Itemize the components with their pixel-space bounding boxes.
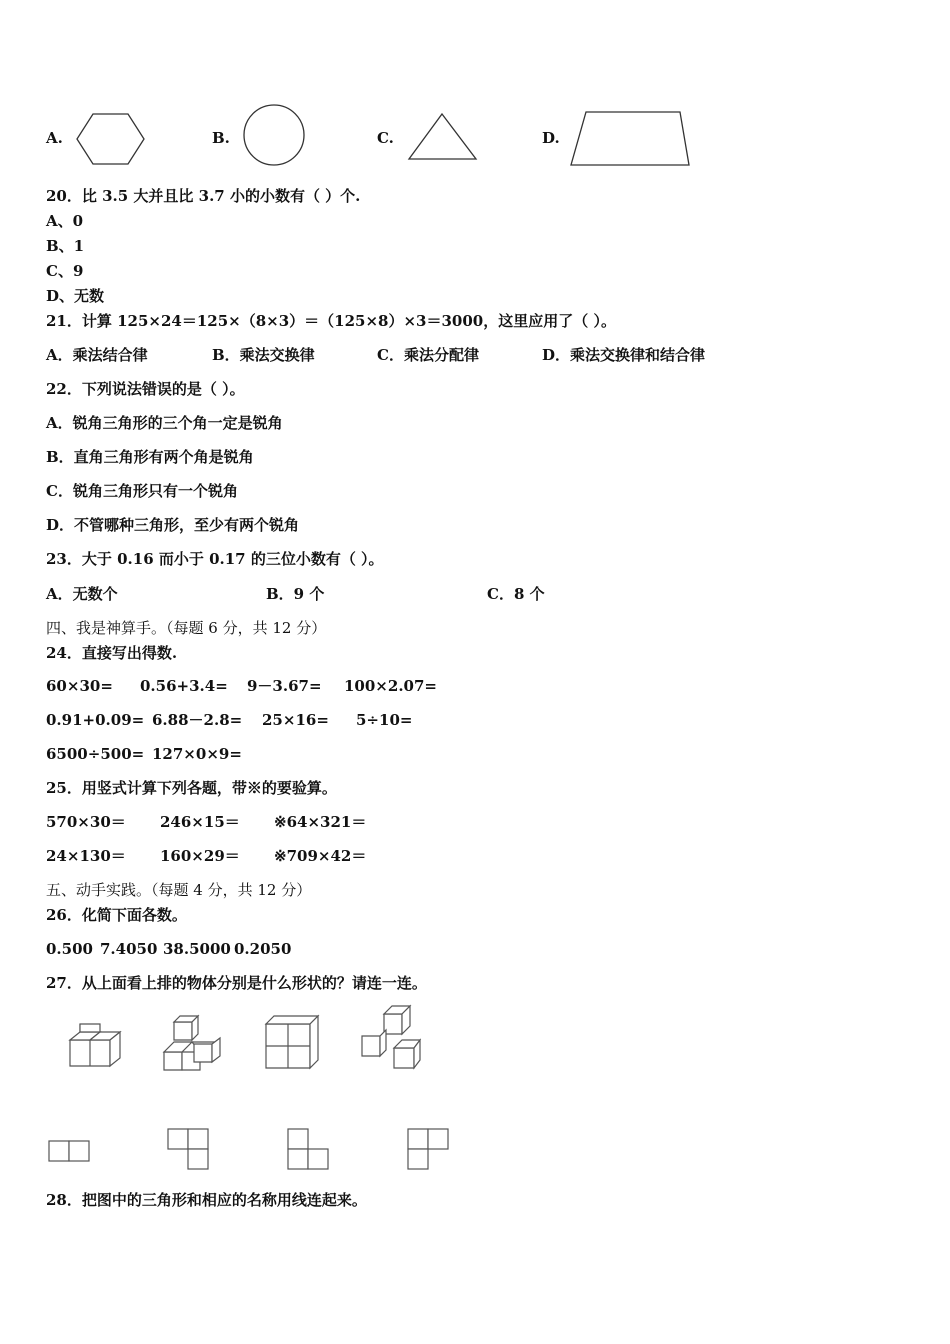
trapezoid-icon — [568, 110, 692, 168]
q21-option-d: D．乘法交换律和结合律 — [542, 346, 706, 364]
q26-number: 38.5000 — [163, 940, 231, 958]
q24-item: 127×0×9= — [152, 745, 242, 763]
q25-item: 24×130＝ — [46, 847, 126, 865]
q23-option-a: A．无数个 — [46, 585, 118, 603]
triangle-icon — [407, 112, 479, 162]
q20-option-a: A、0 — [46, 212, 84, 230]
q21-option-c: C．乘法分配律 — [377, 346, 479, 364]
q24-stem: 24．直接写出得数. — [46, 644, 178, 662]
q23-option-c: C．8 个 — [487, 585, 545, 603]
q25-item: ※709×42＝ — [274, 847, 367, 865]
q26-stem: 26．化简下面各数。 — [46, 906, 187, 924]
q24-item: 100×2.07= — [344, 677, 437, 695]
q24-item: 25×16= — [262, 711, 329, 729]
q22-option-d: D．不管哪种三角形，至少有两个锐角 — [46, 516, 300, 534]
q24-item: 60×30= — [46, 677, 113, 695]
top-view-1-icon — [48, 1140, 92, 1164]
q25-stem: 25．用竖式计算下列各题，带※的要验算。 — [46, 779, 337, 797]
q21-stem: 21．计算 125×24＝125×（8×3）＝（125×8）×3＝3000，这里应用了（ ）。 — [46, 312, 616, 330]
hexagon-icon — [76, 112, 146, 166]
q24-item: 6.88－2.8= — [152, 711, 243, 729]
q21-option-b: B．乘法交换律 — [212, 346, 315, 364]
q20-stem: 20．比 3.5 大并且比 3.7 小的小数有（ ）个. — [46, 187, 361, 205]
q25-item: 246×15＝ — [160, 813, 240, 831]
section-5-heading: 五、动手实践。（每题 4 分，共 12 分） — [46, 881, 312, 899]
q24-item: 0.56+3.4= — [140, 677, 228, 695]
q24-item: 6500÷500= — [46, 745, 145, 763]
q28-stem: 28．把图中的三角形和相应的名称用线连起来。 — [46, 1191, 367, 1209]
option-d-label: D. — [542, 129, 560, 147]
q22-option-a: A．锐角三角形的三个角一定是锐角 — [46, 414, 283, 432]
cube-figure-2-icon — [162, 1012, 226, 1072]
q25-item: 160×29＝ — [160, 847, 240, 865]
option-a-label: A. — [46, 129, 63, 147]
q22-option-c: C．锐角三角形只有一个锐角 — [46, 482, 238, 500]
q25-item: ※64×321＝ — [274, 813, 367, 831]
q20-option-b: B、1 — [46, 237, 85, 255]
section-4-heading: 四、我是神算手。（每题 6 分，共 12 分） — [46, 619, 327, 637]
top-view-2-icon — [167, 1128, 211, 1172]
q23-option-b: B．9 个 — [266, 585, 325, 603]
circle-icon — [242, 104, 306, 168]
cube-figure-1-icon — [66, 1024, 126, 1070]
q26-number: 7.4050 — [100, 940, 158, 958]
q22-option-b: B．直角三角形有两个角是锐角 — [46, 448, 254, 466]
q24-item: 0.91+0.09= — [46, 711, 145, 729]
q24-item: 9－3.67= — [247, 677, 322, 695]
q21-option-a: A．乘法结合律 — [46, 346, 148, 364]
q27-stem: 27．从上面看上排的物体分别是什么形状的？请连一连。 — [46, 974, 427, 992]
q22-stem: 22．下列说法错误的是（ ）。 — [46, 380, 245, 398]
top-view-4-icon — [407, 1128, 451, 1172]
q24-item: 5÷10= — [356, 711, 413, 729]
q20-option-c: C、9 — [46, 262, 84, 280]
top-view-3-icon — [287, 1128, 331, 1172]
cube-figure-4-icon — [358, 1004, 426, 1070]
q26-number: 0.2050 — [234, 940, 292, 958]
q23-stem: 23．大于 0.16 而小于 0.17 的三位小数有（ ）。 — [46, 550, 384, 568]
q20-option-d: D、无数 — [46, 287, 105, 305]
option-b-label: B. — [212, 129, 230, 147]
q26-number: 0.500 — [46, 940, 93, 958]
option-c-label: C. — [377, 129, 394, 147]
q25-item: 570×30＝ — [46, 813, 126, 831]
cube-figure-3-icon — [264, 1014, 324, 1070]
